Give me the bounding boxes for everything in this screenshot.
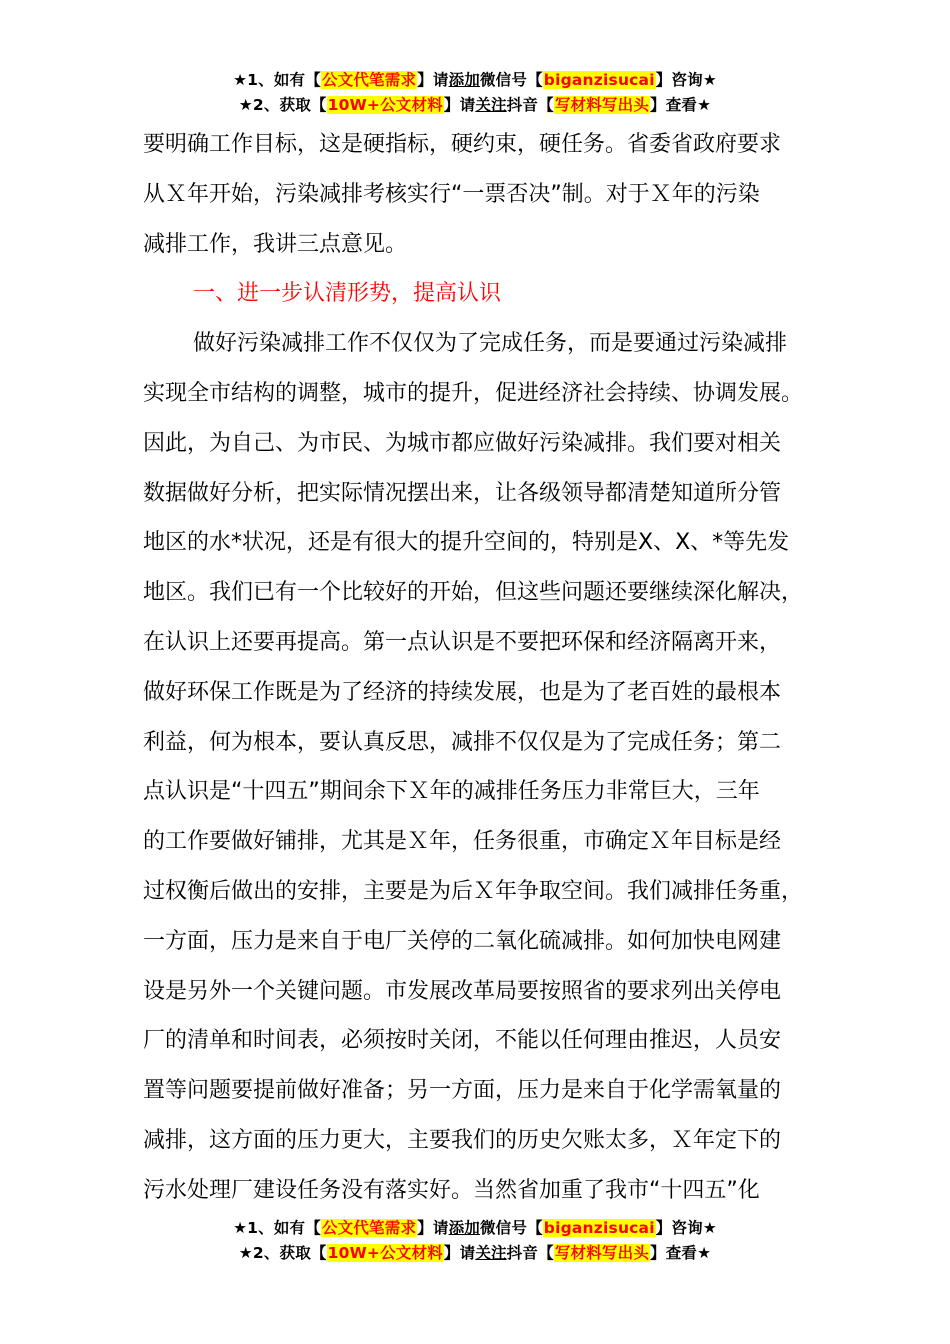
- body-line: 要明确工作目标，这是硬指标，硬约束，硬任务。省委省政府要求: [143, 132, 782, 157]
- highlight-materials: 10W+公文材料: [327, 1244, 443, 1262]
- body-line: 的工作要做好铺排，尤其是Ｘ年，任务很重，市确定Ｘ年目标是经: [143, 829, 782, 855]
- body-line: 从Ｘ年开始，污染减排考核实行“一票否决”制。对于Ｘ年的污染: [143, 181, 760, 207]
- underlined-text: 添加: [448, 1219, 480, 1237]
- banner-text: ★1、如有【: [233, 1219, 321, 1237]
- banner-text: 】查看★: [650, 96, 712, 114]
- banner-text: ★2、获取【: [238, 96, 327, 114]
- banner-text: 】查看★: [650, 1244, 712, 1262]
- body-line: 实现全市结构的调整，城市的提升，促进经济社会持续、协调发展。: [143, 380, 804, 406]
- banner-line-2: [0, 1241, 950, 1266]
- body-line: 厂的清单和时间表，必须按时关闭，不能以任何理由推迟，人员安: [143, 1028, 782, 1054]
- body-line: 污水处理厂建设任务没有落实好。当然省加重了我市“十四五”化: [143, 1177, 760, 1203]
- banner-text: 】咨询★: [655, 71, 717, 89]
- banner-text: 】请: [443, 96, 476, 114]
- highlight-wechat-id: biganzisucai: [543, 1219, 655, 1237]
- underlined-text: 添加: [448, 71, 480, 89]
- paragraph-first-line: 做好污染减排工作不仅仅为了完成任务，而是要通过污染减排: [193, 331, 788, 357]
- highlight-materials: 10W+公文材料: [327, 96, 443, 114]
- body-line: 在认识上还要再提高。第一点认识是不要把环保和经济隔离开来，: [143, 629, 782, 655]
- banner-text: 】请: [417, 1219, 449, 1237]
- banner-text: ★2、获取【: [238, 1244, 327, 1262]
- banner-text: 】请: [417, 71, 449, 89]
- body-line: 点认识是“十四五”期间余下Ｘ年的减排任务压力非常巨大，三年: [143, 779, 760, 805]
- body-line: 地区。我们已有一个比较好的开始，但这些问题还要继续深化解决，: [143, 580, 804, 606]
- body-line: 数据做好分析，把实际情况摆出来，让各级领导都清楚知道所分管: [143, 480, 782, 506]
- body-line: 置等问题要提前做好准备；另一方面，压力是来自于化学需氧量的: [143, 1078, 782, 1104]
- body-line: 因此，为自己、为市民、为城市都应做好污染减排。我们要对相关: [143, 430, 782, 456]
- banner-line-2: [0, 93, 950, 118]
- underlined-text: 关注: [475, 1244, 507, 1262]
- banner-text: 抖音【: [506, 96, 554, 114]
- banner-line-1: [0, 68, 950, 93]
- body-line: 减排，这方面的压力更大，主要我们的历史欠账太多，Ｘ年定下的: [143, 1127, 782, 1153]
- banner-text: 抖音【: [506, 1244, 554, 1262]
- body-line: 过权衡后做出的安排，主要是为后Ｘ年争取空间。我们减排任务重，: [143, 878, 804, 904]
- underlined-text: 关注: [475, 96, 507, 114]
- banner-text: 】咨询★: [655, 1219, 717, 1237]
- document-body: [143, 120, 815, 1216]
- highlight-service: 公文代笔需求: [321, 71, 417, 89]
- highlight-douyin-account: 写材料写出头: [554, 1244, 650, 1262]
- banner-line-1: [0, 1216, 950, 1241]
- highlight-service: 公文代笔需求: [321, 1219, 417, 1237]
- body-line: 利益，何为根本，要认真反思，减排不仅仅是为了完成任务；第二: [143, 729, 782, 755]
- section-heading: 一、进一步认清形势，提高认识: [193, 281, 502, 307]
- body-line: 减排工作，我讲三点意见。: [143, 231, 408, 257]
- body-line: 地区的水*状况，还是有很大的提升空间的，特别是X、X、*等先发: [143, 530, 790, 556]
- highlight-douyin-account: 写材料写出头: [554, 96, 650, 114]
- banner-text: ★1、如有【: [233, 71, 321, 89]
- body-line: 做好环保工作既是为了经济的持续发展，也是为了老百姓的最根本: [143, 679, 782, 705]
- body-line: 一方面，压力是来自于电厂关停的二氧化硫减排。如何加快电网建: [143, 928, 782, 954]
- footer-banner: [0, 1216, 950, 1266]
- banner-text: 微信号【: [479, 1219, 543, 1237]
- header-banner: [0, 68, 950, 118]
- banner-text: 】请: [443, 1244, 476, 1262]
- highlight-wechat-id: biganzisucai: [543, 71, 655, 89]
- body-line: 设是另外一个关键问题。市发展改革局要按照省的要求列出关停电: [143, 978, 782, 1004]
- banner-text: 微信号【: [479, 71, 543, 89]
